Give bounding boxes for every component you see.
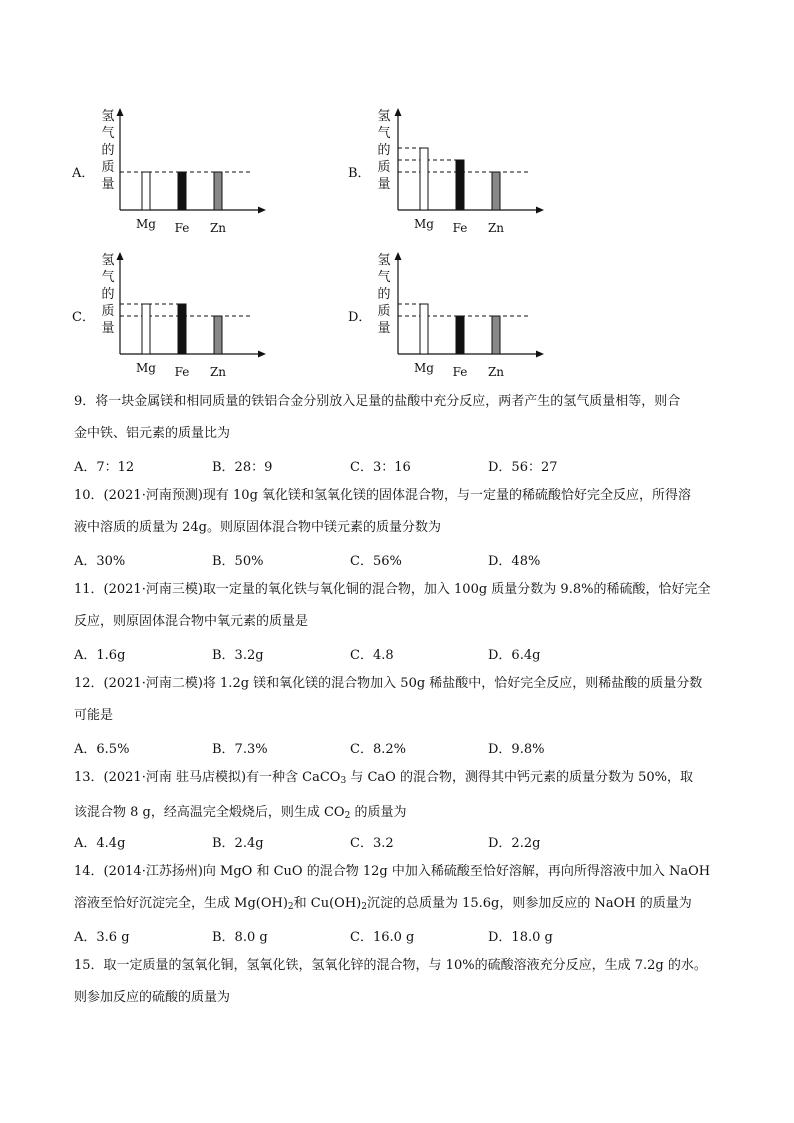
question-15 [74, 950, 724, 1014]
option-a: A．1.6g [74, 648, 126, 663]
bar-mg [142, 304, 150, 354]
option-c: C．4.8 [350, 648, 394, 663]
y-axis-label: 氢 气 的 质 量 [101, 109, 115, 192]
bar-mg [142, 172, 150, 210]
bar-fe [178, 172, 186, 210]
question-stem-line: 13．(2021·河南 驻马店模拟)有一种含 CaCO$_3$ 与 CaO 的混合物，测得其中钙元素的质量分数为 50%，取 [74, 770, 693, 786]
question-stem-line: 金中铁、铝元素的质量比为 [74, 426, 231, 441]
x-axis-arrow [536, 207, 544, 214]
question-stem-line: 15．取一定质量的氢氧化铜，氢氧化铁，氢氧化锌的混合物，与 10%的硫酸溶液充分反应，生成 7.2g 的水。 [74, 958, 707, 973]
bar-mg [420, 148, 428, 210]
question-9 [74, 386, 724, 450]
option-letter: D． [348, 310, 372, 325]
bar-fe [456, 160, 464, 210]
chart-option-d [346, 250, 566, 390]
question-stem-line: 该混合物 8 g，经高温完全煅烧后，则生成 $CO_2$ 的质量为 [74, 805, 407, 821]
options-9 [74, 456, 724, 476]
x-tick-label-fe: Fe [174, 221, 190, 235]
question-stem-line: 11．(2021·河南三模)取一定量的氧化铁与氧化铜的混合物，加入 100g 质量分数为 9.8%的稀硫酸，恰好完全 [74, 582, 711, 597]
option-d: D．9.8% [488, 742, 545, 757]
option-d: D．6.4g [488, 648, 541, 663]
option-c: C．8.2% [350, 742, 406, 757]
y-axis-arrow [117, 252, 124, 260]
y-axis-arrow [117, 108, 124, 116]
y-axis-label: 氢 气 的 质 量 [377, 253, 391, 336]
chart-option-b [346, 106, 566, 246]
x-tick-label-mg: Mg [136, 361, 156, 375]
x-axis-arrow [258, 351, 266, 358]
option-b: B．7.3% [212, 742, 268, 757]
option-a: A．3.6 g [74, 930, 130, 945]
option-b: B．50% [212, 554, 264, 569]
options-11 [74, 644, 724, 664]
question-stem-line: 则参加反应的硫酸的质量为 [74, 990, 231, 1005]
option-a: A．7：12 [74, 460, 135, 475]
question-10 [74, 480, 724, 544]
chart-option-c [68, 250, 288, 390]
option-a: A．30% [74, 554, 126, 569]
x-tick-label-zn: Zn [487, 365, 505, 379]
option-a: A．4.4g [74, 836, 126, 851]
question-14 [74, 856, 724, 923]
option-b: B．28：9 [212, 460, 273, 475]
chart-option-a [68, 106, 288, 246]
chart-plot [68, 106, 288, 246]
option-letter: C． [72, 310, 95, 325]
question-13 [74, 762, 724, 832]
x-tick-label-zn: Zn [209, 221, 227, 235]
x-tick-label-mg: Mg [136, 217, 156, 231]
options-12 [74, 738, 724, 758]
question-stem-line: 液中溶质的质量为 24g。则原固体混合物中镁元素的质量分数为 [74, 520, 441, 535]
question-stem-line: 12．(2021·河南二模)将 1.2g 镁和氧化镁的混合物加入 50g 稀盐酸中，恰好完全反应，则稀盐酸的质量分数 [74, 676, 703, 691]
bar-mg [420, 304, 428, 354]
option-a: A．6.5% [74, 742, 130, 757]
x-tick-label-zn: Zn [209, 365, 227, 379]
chart-plot [68, 250, 288, 390]
x-tick-label-mg: Mg [414, 361, 434, 375]
option-c: C．3.2 [350, 836, 394, 851]
option-letter: B． [348, 166, 371, 181]
option-c: C．56% [350, 554, 402, 569]
x-tick-label-fe: Fe [174, 365, 190, 379]
bar-zn [492, 172, 500, 210]
x-axis-arrow [536, 351, 544, 358]
options-10 [74, 550, 724, 570]
question-stem-line: 9．将一块金属镁和相同质量的铁铝合金分别放入足量的盐酸中充分反应，两者产生的氢气质量相等，则合 [74, 394, 681, 409]
question-stem-line: 反应，则原固体混合物中氧元素的质量是 [74, 614, 309, 629]
option-d: D．48% [488, 554, 541, 569]
y-axis-arrow [395, 252, 402, 260]
x-tick-label-fe: Fe [452, 365, 468, 379]
question-stem-line: 10．(2021·河南预测)现有 10g 氧化镁和氢氧化镁的固体混合物，与一定量的稀硫酸恰好完全反应，所得溶 [74, 488, 692, 503]
option-d: D．56：27 [488, 460, 558, 475]
question-12 [74, 668, 724, 732]
x-tick-label-fe: Fe [452, 221, 468, 235]
option-b: B．8.0 g [212, 930, 268, 945]
chart-plot [346, 250, 566, 390]
question-stem-line: 14．(2014·江苏扬州)向 MgO 和 CuO 的混合物 12g 中加入稀硫酸至恰好溶解，再向所得溶液中加入 NaOH [74, 864, 711, 879]
option-d: D．2.2g [488, 836, 541, 851]
y-axis-label: 氢 气 的 质 量 [101, 253, 115, 336]
y-axis-arrow [395, 108, 402, 116]
option-b: B．3.2g [212, 648, 264, 663]
x-axis-arrow [258, 207, 266, 214]
options-13 [74, 832, 724, 852]
option-d: D．18.0 g [488, 930, 553, 945]
bar-zn [492, 316, 500, 354]
option-letter: A． [72, 166, 95, 181]
y-axis-label: 氢 气 的 质 量 [377, 109, 391, 192]
bar-zn [214, 316, 222, 354]
bar-fe [456, 316, 464, 354]
option-c: C．3：16 [350, 460, 411, 475]
chart-plot [346, 106, 566, 246]
option-c: C．16.0 g [350, 930, 415, 945]
options-14 [74, 926, 724, 946]
bar-fe [178, 304, 186, 354]
question-stem-line: 溶液至恰好沉淀完全，生成 $Mg(OH)_2$和 $Cu(OH)_2$沉淀的总质量为 15.6g，则参加反应的 NaOH 的质量为 [74, 896, 692, 912]
question-stem-line: 可能是 [74, 708, 114, 723]
option-b: B．2.4g [212, 836, 264, 851]
x-tick-label-mg: Mg [414, 217, 434, 231]
question-11 [74, 574, 724, 638]
x-tick-label-zn: Zn [487, 221, 505, 235]
bar-zn [214, 172, 222, 210]
